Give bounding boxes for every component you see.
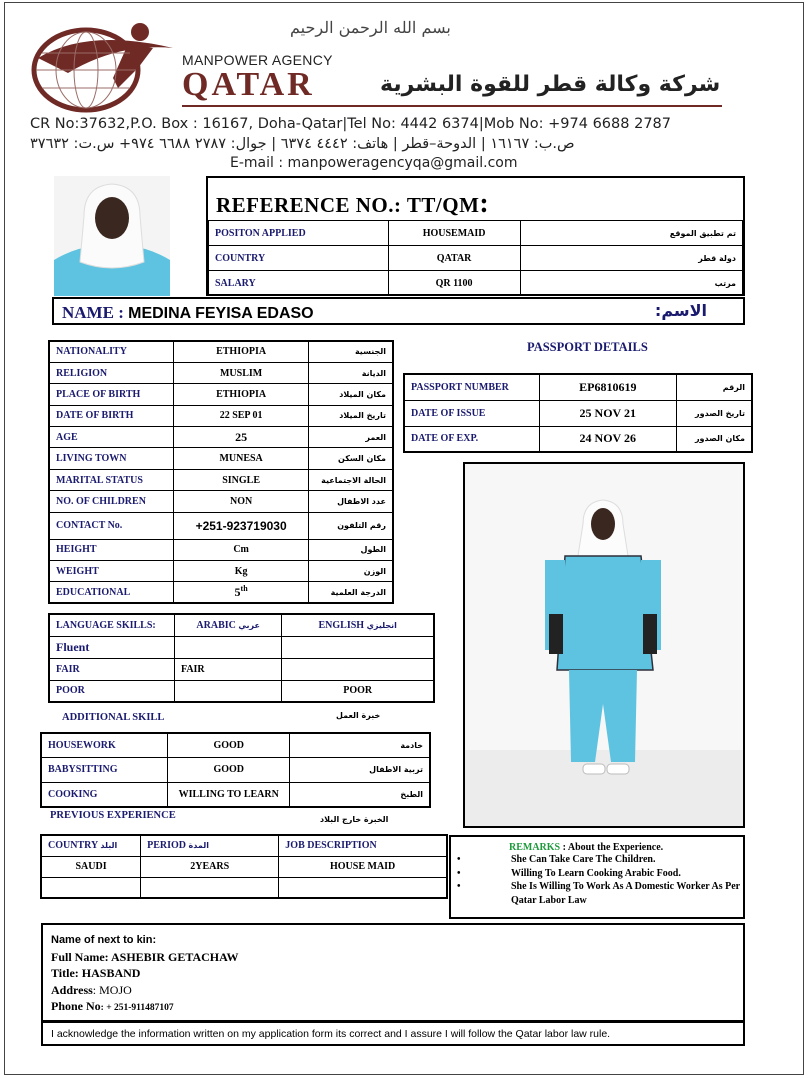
table-row: CONTACT No. +251-923719030 رقم التلفون: [49, 512, 393, 539]
language-skills-table: [48, 613, 435, 703]
table-row: DATE OF EXP. 24 NOV 26 مكان الصدور: [404, 426, 752, 452]
job-details-table: [208, 220, 743, 296]
table-row: LANGUAGE SKILLS: ARABIC عربي ENGLISH انجليزي: [49, 614, 434, 636]
name-label-arabic: الاسم:: [654, 301, 707, 320]
table-row: BABYSITTING GOOD تربية الاطفال: [41, 758, 430, 783]
table-row: NATIONALITY ETHIOPIA الجنسية: [49, 341, 393, 362]
table-row: EDUCATIONAL 5th الدرجة العلمية: [49, 582, 393, 603]
acknowledgement-statement: I acknowledge the information written on my application form its correct and I assure I will follow the Qatar labor law rule.: [41, 1021, 745, 1046]
table-row: NO. OF CHILDREN NON عدد الاطفال: [49, 491, 393, 512]
table-row: WEIGHT Kg الوزن: [49, 561, 393, 582]
additional-skills-table: [40, 732, 431, 808]
next-of-kin-box: [41, 923, 745, 1022]
table-row: COOKING WILLING TO LEARN الطبخ: [41, 782, 430, 807]
table-row: FAIR FAIR: [49, 658, 434, 680]
table-row: SAUDI 2YEARS HOUSE MAID: [41, 856, 447, 877]
previous-experience-title: PREVIOUS EXPERIENCE: [50, 810, 176, 821]
kin-address: Address: MOJO: [51, 982, 132, 997]
experience-table: [40, 834, 448, 899]
table-row: DATE OF BIRTH 22 SEP 01 تاريخ الميلاد: [49, 405, 393, 426]
kin-title-row: Title: HASBAND: [51, 966, 141, 980]
header-divider: [182, 105, 722, 107]
personal-details-table: [48, 340, 394, 604]
contact-email: E-mail : manpoweragencyqa@gmail.com: [230, 155, 518, 171]
next-of-kin-title: Name of next to kin:: [51, 934, 157, 946]
table-row: PLACE OF BIRTH ETHIOPIA مكان الميلاد: [49, 384, 393, 405]
table-row: AGE 25 العمر: [49, 427, 393, 448]
table-row: LIVING TOWN MUNESA مكان السكن: [49, 448, 393, 469]
previous-experience-title-arabic: الخبرة خارج البلاد: [320, 815, 389, 824]
table-row: POOR POOR: [49, 680, 434, 702]
table-row: [41, 877, 447, 898]
table-row: PASSPORT NUMBER EP6810619 الرقم: [404, 374, 752, 400]
list-item: • She Can Take Care The Children.: [451, 853, 743, 867]
agency-logo-icon: [28, 18, 178, 114]
table-row: COUNTRY البلد PERIOD المدة JOB DESCRIPTION: [41, 835, 447, 856]
list-item: • Willing To Learn Cooking Arabic Food.: [451, 867, 743, 881]
passport-details-table: [403, 373, 753, 453]
list-item: • She Is Willing To Work As A Domestic Worker As Per Qatar Labor Law: [451, 880, 743, 907]
agency-name-large: QATAR: [182, 66, 315, 103]
full-body-image-icon: [465, 464, 743, 826]
candidate-name-bar: [52, 297, 745, 325]
table-row: Fluent: [49, 636, 434, 658]
passport-details-title: PASSPORT DETAILS: [527, 340, 648, 354]
contact-line-english: CR No:37632,P.O. Box : 16167, Doha-Qatar|Tel No: 4442 6374|Mob No: +974 6688 2787: [30, 116, 671, 132]
contact-line-arabic: ص.ب: ١٦١٦٧ | الدوحة–قطر | هاتف: ٤٤٤٢ ٦٣٧٤ | جوال: ٢٧٨٧ ٦٦٨٨ ٩٧٤+ س.ت: ٣٧٦٣٢: [30, 136, 575, 152]
remarks-title: REMARKS : About the Experience.: [509, 842, 664, 853]
table-row: DATE OF ISSUE 25 NOV 21 تاريخ الصدور: [404, 400, 752, 426]
candidate-name: MEDINA FEYISA EDASO: [128, 305, 314, 322]
agency-name-arabic: شركة وكالة قطر للقوة البشرية: [380, 72, 721, 97]
full-body-photo: [463, 462, 745, 828]
bismillah-calligraphy: بسم الله الرحمن الرحيم: [290, 18, 451, 37]
portrait-image-icon: [54, 176, 170, 296]
kin-full-name: Full Name: ASHEBIR GETACHAW: [51, 949, 239, 964]
kin-phone: Phone No: + 251-911487107: [51, 999, 174, 1013]
table-row: HOUSEWORK GOOD خادمة: [41, 733, 430, 758]
additional-skill-title-arabic: خبرة العمل: [336, 711, 381, 720]
table-row: HEIGHT Cm الطول: [49, 539, 393, 560]
additional-skill-title: ADDITIONAL SKILL: [62, 712, 165, 723]
name-label: NAME : MEDINA FEYISA EDASO: [62, 303, 314, 322]
table-row: RELIGION MUSLIM الديانة: [49, 362, 393, 383]
reference-section: [206, 176, 745, 296]
table-row: SALARY QR 1100 مرتب: [209, 271, 743, 296]
table-row: COUNTRY QATAR دولة قطر: [209, 246, 743, 271]
passport-photo: [54, 176, 170, 296]
table-row: POSITON APPLIED HOUSEMAID تم تطبيق الموقع: [209, 221, 743, 246]
remarks-box: [449, 835, 745, 919]
agency-name-small: MANPOWER AGENCY: [182, 52, 333, 68]
table-row: MARITAL STATUS SINGLE الحالة الاجتماعية: [49, 469, 393, 490]
reference-number: REFERENCE NO.: TT/QM:: [216, 188, 490, 219]
